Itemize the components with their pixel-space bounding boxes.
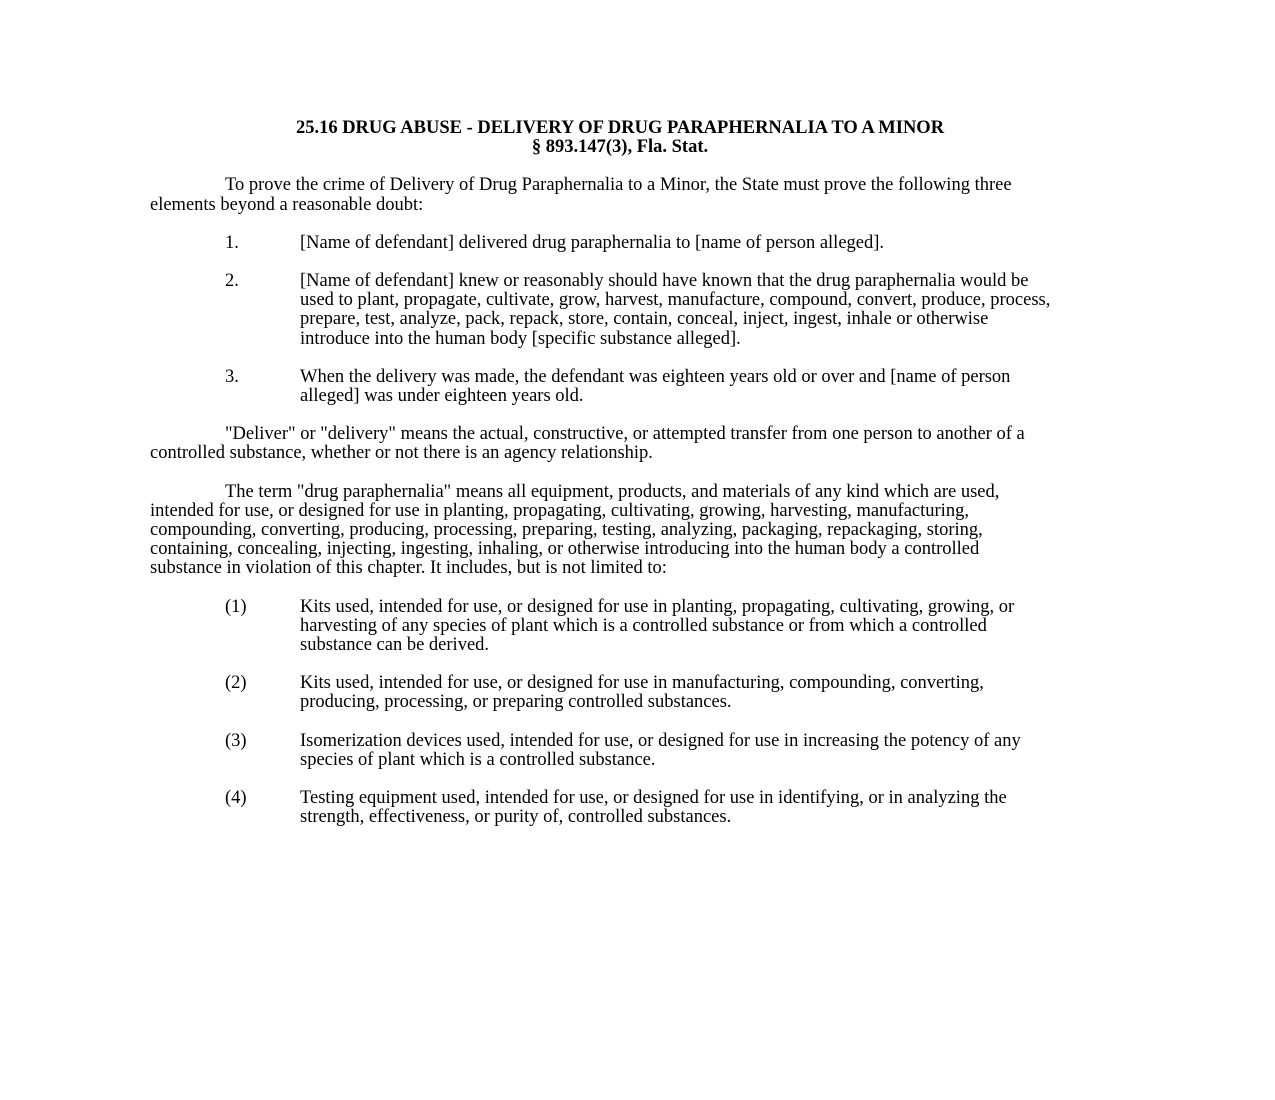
intro-paragraph: To prove the crime of Delivery of Drug Paraphernalia to a Minor, the State must prove the following three elements beyond a reasonable doubt:	[150, 175, 1012, 215]
list-item-4-text: Testing equipment used, intended for use, or designed for use in identifying, or in analyzing the strength, effectiveness, or purity of, controlled substances.	[300, 788, 1007, 828]
list-item-4	[225, 789, 1070, 827]
list-item-3-number: (3)	[225, 730, 247, 751]
paraphernalia-definition: The term "drug paraphernalia" means all equipment, products, and materials of any kind which are used, intended for use, or designed for use in planting, propagating, cultivating, growing, harvesting, manufacturing, compounding, converting, producing, processing, preparing, testing, analyzing, packaging, repackaging, storing, containing, concealing, injecting, ingesting, inhaling, or otherwise introducing into the human body a controlled substance in violation of this chapter. It includes, but is not limited to:	[150, 481, 1000, 579]
element-2	[225, 272, 1070, 349]
list-item-2	[225, 674, 1070, 712]
list-item-3	[225, 732, 1070, 770]
element-3	[225, 368, 1070, 406]
element-1-text: [Name of defendant] delivered drug paraphernalia to [name of person alleged].	[300, 232, 885, 253]
list-item-2-number: (2)	[225, 673, 247, 694]
document-title	[150, 119, 1060, 157]
list-item-3-text: Isomerization devices used, intended for use, or designed for use in increasing the potency of any species of plant which is a controlled substance.	[300, 730, 1021, 770]
document-page	[150, 119, 1070, 827]
element-2-text: [Name of defendant] knew or reasonably should have known that the drug paraphernalia would be used to plant, propagate, cultivate, grow, harvest, manufacture, compound, convert, produce, process, prepare, test, analyze, pack, repack, store, contain, conceal, inject, ingest, inhale or otherwise introduce into the human body [specific substance alleged].	[300, 271, 1051, 349]
deliver-definition: "Deliver" or "delivery" means the actual, constructive, or attempted transfer from one person to another of a controlled substance, whether or not there is an agency relationship.	[150, 424, 1025, 464]
title-line-1: 25.16 DRUG ABUSE - DELIVERY OF DRUG PARAPHERNALIA TO A MINOR	[295, 118, 945, 138]
element-3-text: When the delivery was made, the defendant was eighteen years old or over and [name of person alleged] was under eighteen years old.	[300, 366, 1011, 407]
list-item-1	[225, 598, 1070, 656]
element-1	[225, 234, 1055, 253]
title-line-2: § 893.147(3), Fla. Stat.	[531, 137, 709, 158]
element-1-number: 1.	[225, 232, 239, 253]
element-3-number: 3.	[225, 366, 239, 387]
list-item-1-number: (1)	[225, 596, 247, 617]
list-item-2-text: Kits used, intended for use, or designed for use in manufacturing, compounding, converting, producing, processing, or preparing controlled substances.	[300, 673, 984, 713]
list-item-1-text: Kits used, intended for use, or designed for use in planting, propagating, cultivating, growing, or harvesting of any species of plant which is a controlled substance or from which a controlled substance can be derived.	[300, 596, 1015, 656]
list-item-4-number: (4)	[225, 788, 247, 809]
element-2-number: 2.	[225, 271, 239, 292]
